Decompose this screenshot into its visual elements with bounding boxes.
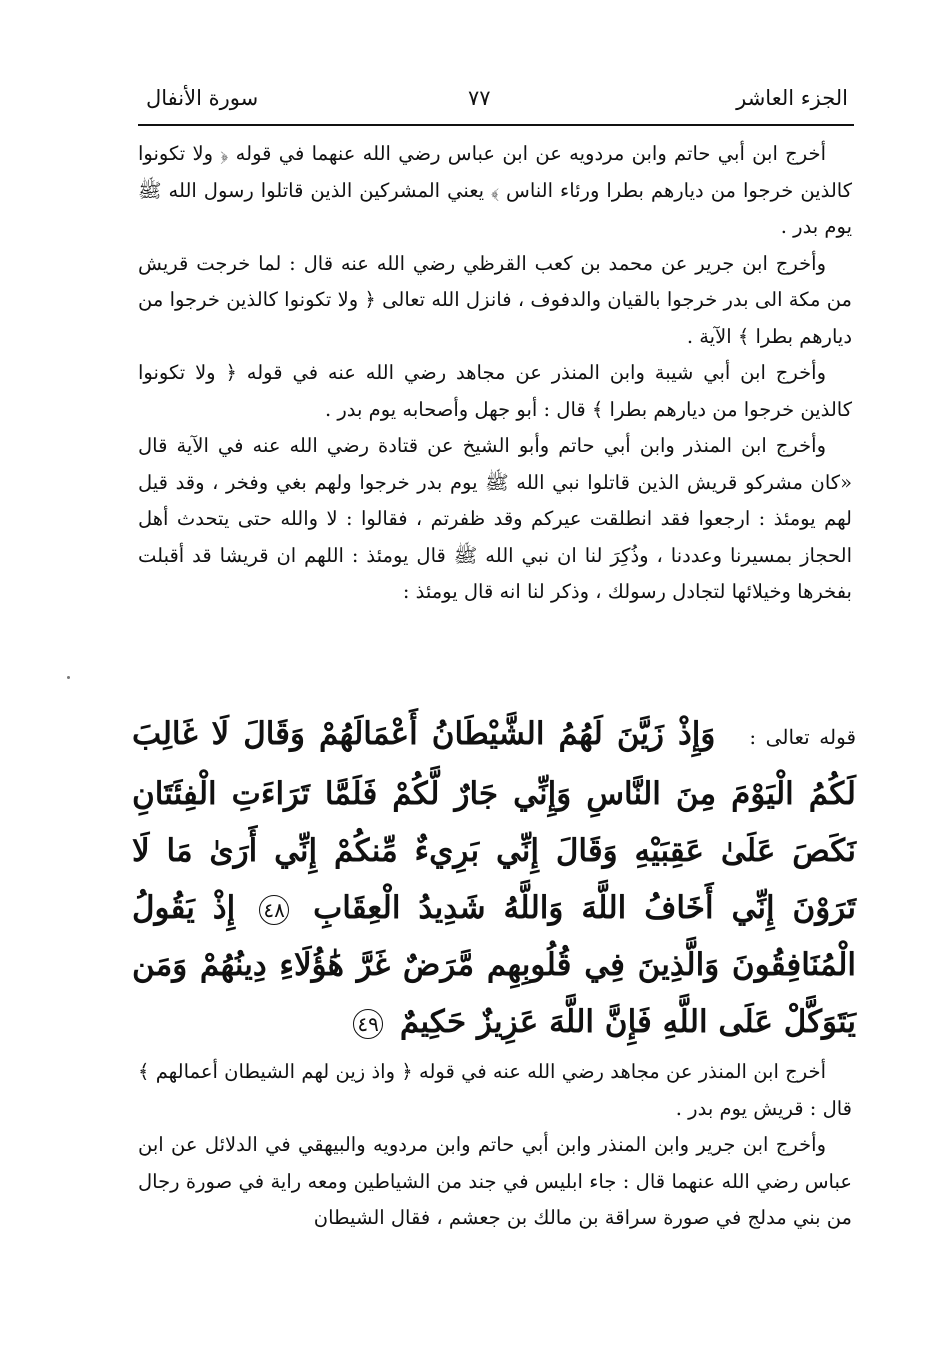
paragraph: أخرج ابن المنذر عن مجاهد رضي الله عنه في قوله ﴿ واذ زين لهم الشيطان أعمالهم ﴾ قال : قريش يوم بدر . xyxy=(138,1060,852,1120)
header-divider xyxy=(138,124,854,126)
commentary-bottom xyxy=(138,1054,852,1237)
verse-48-text: وَإِذْ زَيَّنَ لَهُمُ الشَّيْطَانُ أَعْمَالَهُمْ وَقَالَ لَا غَالِبَ لَكُمُ الْيَوْمَ مِنَ النَّاسِ وَإِنِّي جَارٌ لَّكُمْ فَلَمَّا تَرَاءَتِ الْفِئَتَانِ نَكَصَ عَلَىٰ عَقِبَيْهِ وَقَالَ إِنِّي بَرِيءٌ مِّنكُمْ إِنِّي أَرَىٰ مَا لَا تَرَوْنَ إِنِّي أَخَافُ اللَّهَ وَاللَّهُ شَدِيدُ الْعِقَابِ xyxy=(132,716,857,926)
paragraph: وأخرج ابن أبي شيبة وابن المنذر عن مجاهد رضي الله عنه في قوله ﴿ ولا تكونوا كالذين خرجوا من ديارهم بطرا ﴾ قال : أبو جهل وأصحابه يوم بدر . xyxy=(138,361,852,421)
juz-label: الجزء العاشر xyxy=(736,86,848,110)
page-number: ٧٧ xyxy=(468,86,491,110)
paragraph: وأخرج ابن جرير وابن المنذر وابن أبي حاتم وابن مردويه والبيهقي في الدلائل عن ابن عباس رضي الله عنهما قال : جاء ابليس في جند من الشياطين ومعه راية في صورة رجال من بني مدلج في صورة سراقة بن مالك بن جعشم ، فقال الشيطان xyxy=(138,1133,852,1229)
paragraph: وأخرج ابن جرير عن محمد بن كعب القرظي رضي الله عنه قال : لما خرجت قريش من مكة الى بدر خرجوا بالقيان والدفوف ، فانزل الله تعالى ﴿ ولا تكونوا كالذين خرجوا من ديارهم بطرا ﴾ الآية . xyxy=(138,251,852,348)
paragraph: وأخرج ابن المنذر وابن أبي حاتم وأبو الشيخ عن قتادة رضي الله عنه في الآية قال «كان مشركو قريش الذين قاتلوا نبي الله ﷺ يوم بدر خرجوا ولهم بغي وفخر ، وقد قيل لهم يومئذ : ارجعوا فقد انطلقت عيركم وقد ظفرتم ، فقالوا : لا والله حتى يتحدث أهل الحجاز بمسيرنا وعددنا ، وذُكِرَ لنا ان نبي الله ﷺ قال يومئذ : اللهم ان قريشا قد أقبلت بفخرها وخيلائها لتجادل رسولك ، وذكر لنا انه قال يومئذ : xyxy=(138,434,852,603)
page-header xyxy=(138,78,852,118)
verse-49-text: إِذْ يَقُولُ الْمُنَافِقُونَ وَالَّذِينَ فِي قُلُوبِهِم مَّرَضٌ غَرَّ هَٰؤُلَاءِ دِينُهُمْ وَمَن يَتَوَكَّلْ عَلَى اللَّهِ فَإِنَّ اللَّهَ عَزِيزٌ حَكِيمٌ xyxy=(132,890,856,1040)
surah-label: سورة الأنفال xyxy=(146,86,259,110)
commentary-top xyxy=(138,136,852,611)
paragraph: أخرج ابن أبي حاتم وابن مردويه عن ابن عباس رضي الله عنهما في قوله ﴿ ولا تكونوا كالذين خرجوا من ديارهم بطرا ورئاء الناس ﴾ يعني المشركين الذين قاتلوا رسول الله ﷺ يوم بدر . xyxy=(138,142,852,238)
verse-intro: قوله تعالى : xyxy=(749,725,857,749)
margin-speck xyxy=(67,676,70,679)
ayah-number-49: ٤٩ xyxy=(353,1009,383,1039)
ayah-number-48: ٤٨ xyxy=(259,895,289,925)
quran-verse-block xyxy=(132,706,856,1051)
